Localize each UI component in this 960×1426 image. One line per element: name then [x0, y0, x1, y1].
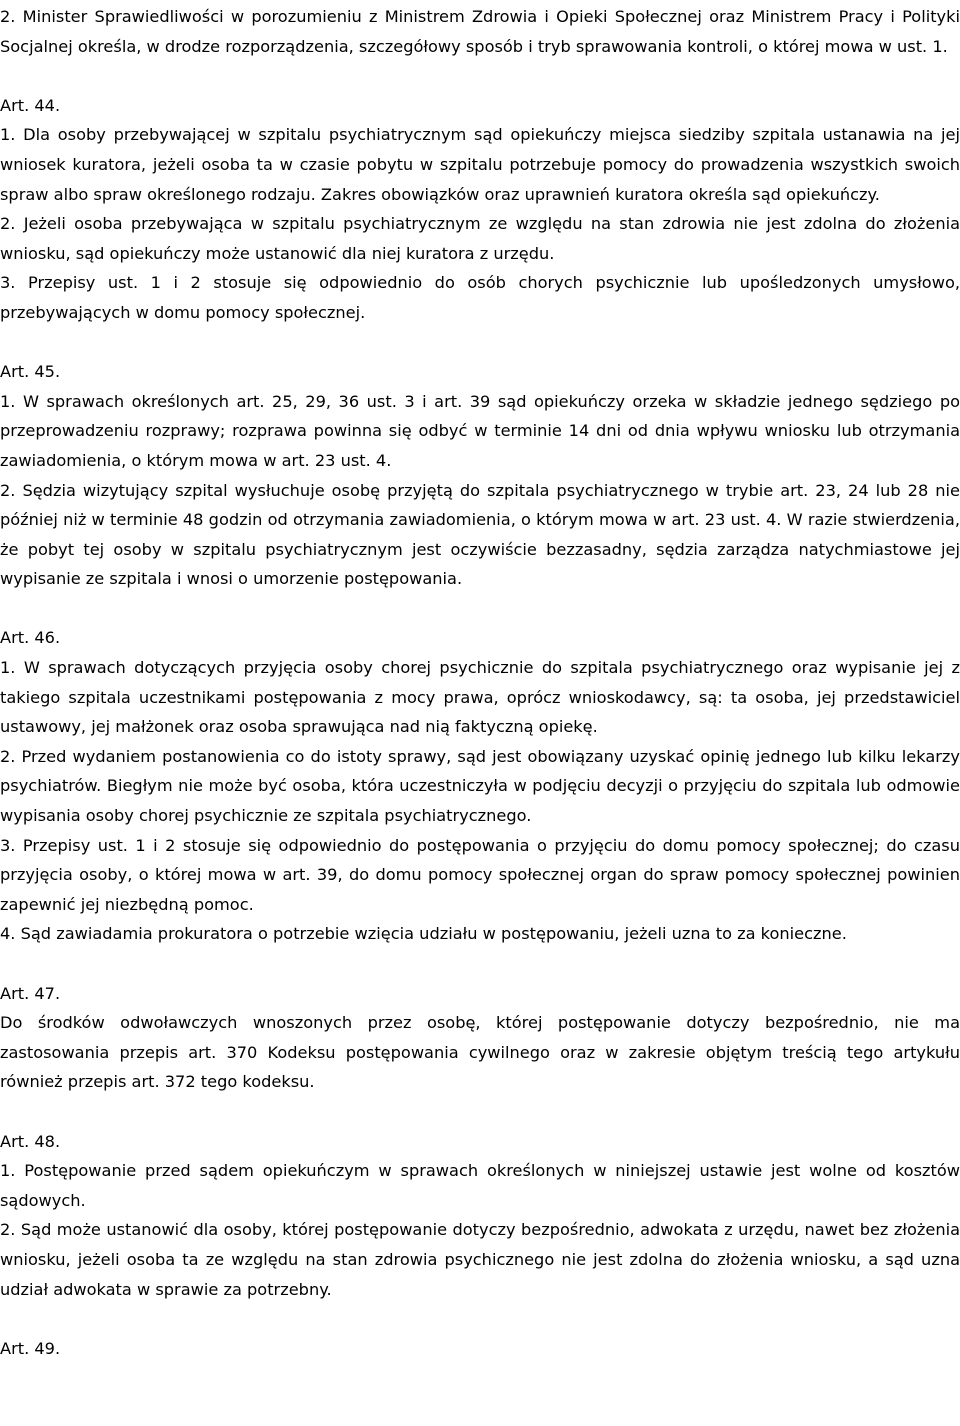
article-heading: Art. 48.: [0, 1131, 61, 1151]
article-heading: Art. 45.: [0, 362, 61, 382]
paragraph: 2. Sąd może ustanowić dla osoby, której postępowanie dotyczy bezpośrednio, adwokata z urzędu, nawet bez złożenia wniosku, jeżeli osoba ta ze względu na stan zdrowia psychicznego nie jest zdolna do złożenia wniosku, a sąd uzna udział adwokata w sprawie za potrzebny.: [0, 1220, 960, 1299]
paragraph: 2. Sędzia wizytujący szpital wysłuchuje osobę przyjętą do szpitala psychiatrycznego w trybie art. 23, 24 lub 28 nie później niż w terminie 48 godzin od otrzymania zawiadomienia, o którym mowa w art. 23 ust. 4. W razie stwierdzenia, że pobyt tej osoby w szpitalu psychiatrycznym jest oczywiście bezzasadny, sędzia zarządza natychmiastowe jej wypisanie ze szpitala i wnosi o umorzenie postępowania.: [0, 480, 960, 589]
article-heading: Art. 46.: [0, 628, 61, 648]
paragraph: 1. Postępowanie przed sądem opiekuńczym w sprawach określonych w niniejszej ustawie jest wolne od kosztów sądowych.: [0, 1161, 960, 1210]
article-heading: Art. 47.: [0, 983, 61, 1003]
paragraph: 1. W sprawach dotyczących przyjęcia osoby chorej psychicznie do szpitala psychiatrycznego oraz wypisanie jej z takiego szpitala uczestnikami postępowania z mocy prawa, oprócz wnioskodawcy, są: ta osoba, jej przedstawiciel ustawowy, jej małżonek oraz osoba sprawująca nad nią faktyczną opiekę.: [0, 658, 960, 737]
paragraph-spacer: [0, 1097, 960, 1127]
paragraph-spacer: [0, 328, 960, 358]
paragraph: 1. W sprawach określonych art. 25, 29, 36 ust. 3 i art. 39 sąd opiekuńczy orzeka w składzie jednego sędziego po przeprowadzeniu rozprawy; rozprawa powinna się odbyć w terminie 14 dni od dnia wpływu wniosku lub otrzymania zawiadomienia, o którym mowa w art. 23 ust. 4.: [0, 391, 960, 470]
paragraph: Do środków odwoławczych wnoszonych przez osobę, której postępowanie dotyczy bezpośrednio, nie ma zastosowania przepis art. 370 Kodeksu postępowania cywilnego oraz w zakresie objętym treścią tego artykułu również przepis art. 372 tego kodeksu.: [0, 1013, 960, 1092]
paragraph: 3. Przepisy ust. 1 i 2 stosuje się odpowiednio do osób chorych psychicznie lub upośledzonych umysłowo, przebywających w domu pomocy społecznej.: [0, 273, 960, 322]
paragraph-spacer: [0, 949, 960, 979]
article-heading: Art. 49.: [0, 1338, 61, 1358]
paragraph: 2. Jeżeli osoba przebywająca w szpitalu psychiatrycznym ze względu na stan zdrowia nie jest zdolna do złożenia wniosku, sąd opiekuńczy może ustanowić dla niej kuratora z urzędu.: [0, 214, 960, 263]
paragraph: 2. Minister Sprawiedliwości w porozumieniu z Ministrem Zdrowia i Opieki Społecznej oraz Ministrem Pracy i Polityki Socjalnej określa, w drodze rozporządzenia, szczegółowy sposób i tryb sprawowania kontroli, o której mowa w ust. 1.: [0, 7, 960, 56]
paragraph-spacer: [0, 61, 960, 91]
article-heading: Art. 44.: [0, 95, 61, 115]
paragraph-spacer: [0, 1304, 960, 1334]
paragraph: 2. Przed wydaniem postanowienia co do istoty sprawy, sąd jest obowiązany uzyskać opinię jednego lub kilku lekarzy psychiatrów. Biegłym nie może być osoba, która uczestniczyła w podjęciu decyzji o przyjęciu do szpitala lub odmowie wypisania osoby chorej psychicznie ze szpitala psychiatrycznego.: [0, 746, 960, 826]
paragraph: 1. Dla osoby przebywającej w szpitalu psychiatrycznym sąd opiekuńczy miejsca siedziby szpitala ustanawia na jej wniosek kuratora, jeżeli osoba ta w czasie pobytu w szpitalu potrzebuje pomocy do prowadzenia wszystkich swoich spraw albo spraw określonego rodzaju. Zakres obowiązków oraz uprawnień kuratora określa sąd opiekuńczy.: [0, 125, 960, 204]
paragraph: 4. Sąd zawiadamia prokuratora o potrzebie wzięcia udziału w postępowaniu, jeżeli uzna to za konieczne.: [0, 924, 847, 944]
paragraph: 3. Przepisy ust. 1 i 2 stosuje się odpowiednio do postępowania o przyjęciu do domu pomocy społecznej; do czasu przyjęcia osoby, o której mowa w art. 39, do domu pomocy społecznej organ do spraw pomocy społecznej powinien zapewnić jej niezbędną pomoc.: [0, 835, 960, 914]
paragraph-spacer: [0, 594, 960, 624]
